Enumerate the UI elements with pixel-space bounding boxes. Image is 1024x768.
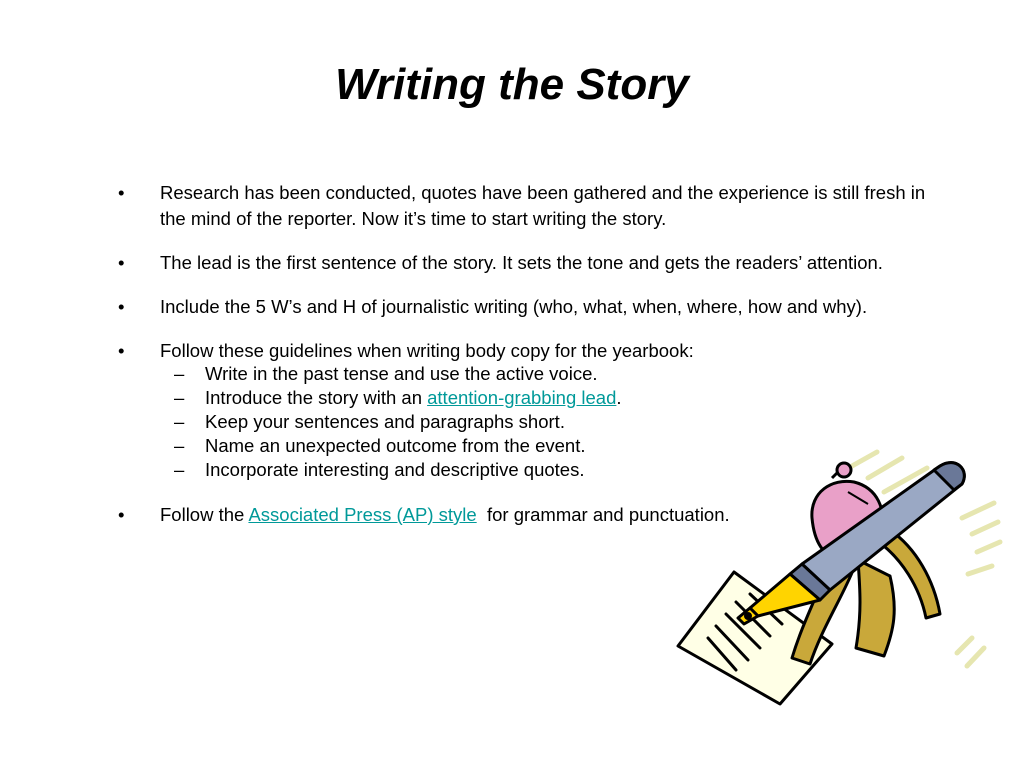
bullet-text: Include the 5 W’s and H of journalistic writing (who, what, when, where, how and why).	[160, 296, 868, 317]
bullet-marker: •	[118, 182, 125, 203]
bullet-marker: •	[118, 296, 125, 317]
bullet-marker: •	[118, 504, 125, 525]
bullet-text: The lead is the first sentence of the story. It sets the tone and gets the readers’ attention.	[160, 252, 883, 273]
sub-item-text: Introduce the story with an	[205, 387, 428, 408]
dash-marker: –	[174, 459, 185, 480]
bullet-item-lead	[118, 252, 938, 274]
sub-item-text: Keep your sentences and paragraphs short.	[205, 411, 565, 432]
bullet-suffix: for grammar and punctuation.	[476, 504, 730, 525]
sub-item-short	[160, 410, 938, 434]
sub-item-past-tense	[160, 362, 938, 386]
bullet-text: Follow the	[160, 504, 249, 525]
bullet-item-research	[118, 180, 938, 232]
sub-item-introduce	[160, 386, 938, 410]
dash-marker: –	[174, 435, 185, 456]
dash-marker: –	[174, 363, 185, 384]
attention-grabbing-lead-link[interactable]: attention-grabbing lead	[427, 387, 617, 408]
bullet-item-5ws	[118, 296, 938, 318]
sub-item-text: Write in the past tense and use the active voice.	[205, 363, 598, 384]
ap-style-link[interactable]: Associated Press (AP) style	[248, 504, 477, 525]
sub-item-suffix: .	[616, 387, 622, 408]
bullet-text: Follow these guidelines when writing body copy for the yearbook:	[160, 340, 694, 361]
bullet-text: Research has been conducted, quotes have been gathered and the experience is still fresh in the mind of the reporter. Now it’s time to start writing the story.	[160, 182, 926, 229]
bullet-marker: •	[118, 340, 125, 361]
pen-writing-on-paper-icon	[672, 448, 1004, 708]
sub-item-text: Name an unexpected outcome from the event.	[205, 435, 586, 456]
dash-marker: –	[174, 411, 185, 432]
page-title: Writing the Story	[335, 60, 689, 109]
bullet-marker: •	[118, 252, 125, 273]
sub-item-text: Incorporate interesting and descriptive quotes.	[205, 459, 585, 480]
dash-marker: –	[174, 387, 185, 408]
